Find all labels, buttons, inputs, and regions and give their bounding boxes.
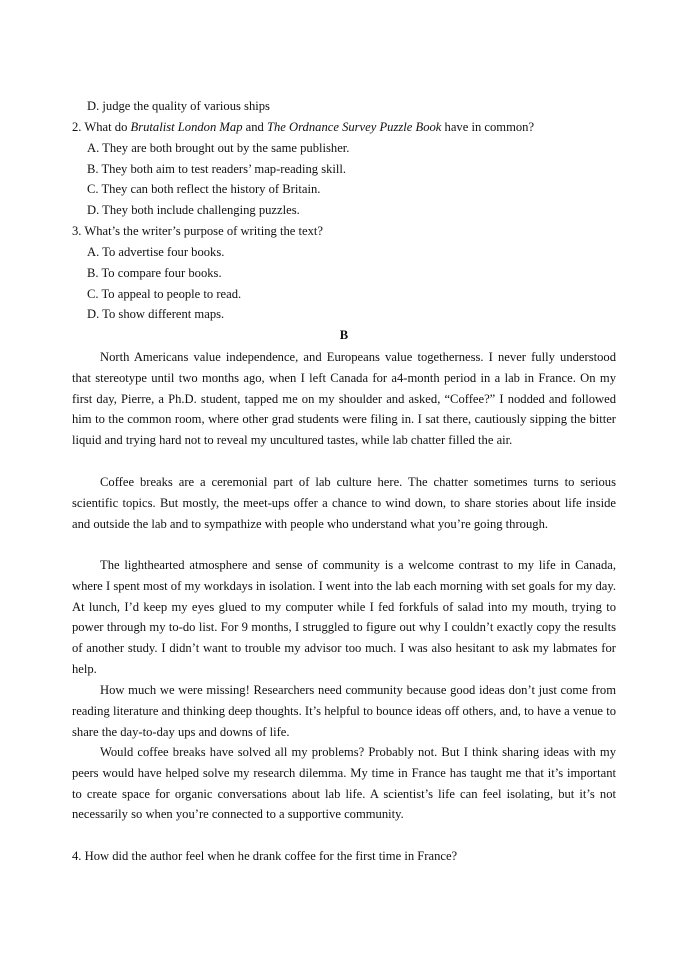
passage-paragraph-3: The lighthearted atmosphere and sense of community is a welcome contrast to my life in Canada, where I spent most of my workdays in isolation. I went into the lab each morning with set goals for my day. At lunch, I’d keep my eyes glued to my computer while I fed forkfuls of salad into my mouth, trying to power through my to-do list. For 9 months, I struggled to figure out why I couldn’t exactly copy the results of another study. I didn’t want to trouble my advisor too much. I was also hesitant to ask my labmates for help. xyxy=(72,558,616,676)
q3-option-b: B. To compare four books. xyxy=(87,266,222,280)
passage-paragraph-4: How much we were missing! Researchers need community because good ideas don’t just come from reading literature and thinking deep thoughts. It’s helpful to bounce ideas off others, and, to have a venue to share the day-to-day ups and downs of life. xyxy=(72,683,616,739)
q3-option-a: A. To advertise four books. xyxy=(87,245,225,259)
passage-paragraph-2: Coffee breaks are a ceremonial part of lab culture here. The chatter sometimes turns to serious scientific topics. But mostly, the meet-ups offer a chance to wind down, to share stories about life inside and outside the lab and to sympathize with people who understand what you’re going through. xyxy=(72,475,616,531)
q2-option-c: C. They can both reflect the history of Britain. xyxy=(87,182,321,196)
q3-option-d: D. To show different maps. xyxy=(87,307,225,321)
q3-option-c: C. To appeal to people to read. xyxy=(87,287,242,301)
q2-option-d: D. They both include challenging puzzles. xyxy=(87,203,300,217)
q2-stem xyxy=(72,119,534,135)
q2-title-2: The Ordnance Survey Puzzle Book xyxy=(266,120,442,134)
q2-stem-mid: and xyxy=(242,120,267,134)
q3-stem: 3. What’s the writer’s purpose of writing the text? xyxy=(72,224,324,238)
q2-title-1: Brutalist London Map xyxy=(130,120,243,134)
passage-paragraph-5: Would coffee breaks have solved all my problems? Probably not. But I think sharing ideas with my peers would have helped solve my research dilemma. My time in France has taught me that it’s important to create space for organic conversations about lab life. A scientist’s life can feel isolating, but it’s not necessarily so when you’re connected to a supportive community. xyxy=(72,745,616,822)
q2-stem-suffix: have in common? xyxy=(441,120,535,134)
section-heading: B xyxy=(339,328,349,342)
passage-paragraph-1: North Americans value independence, and Europeans value togetherness. I never fully understood that stereotype until two months ago, when I left Canada for a4-month period in a lab in France. On my first day, Pierre, a Ph.D. student, tapped me on my shoulder and asked, “Coffee?” I nodded and followed him to the common room, where other grad students were filing in. I sat there, cautiously sipping the bitter liquid and trying hard not to reveal my uncultured tastes, while lab chatter filled the air. xyxy=(72,350,616,448)
q4-stem: 4. How did the author feel when he drank coffee for the first time in France? xyxy=(72,849,458,863)
q2-option-b: B. They both aim to test readers’ map-reading skill. xyxy=(87,162,347,176)
q2-option-a: A. They are both brought out by the same publisher. xyxy=(87,141,350,155)
q1-option-d: D. judge the quality of various ships xyxy=(87,99,270,113)
q2-stem-prefix: 2. What do xyxy=(72,120,131,134)
